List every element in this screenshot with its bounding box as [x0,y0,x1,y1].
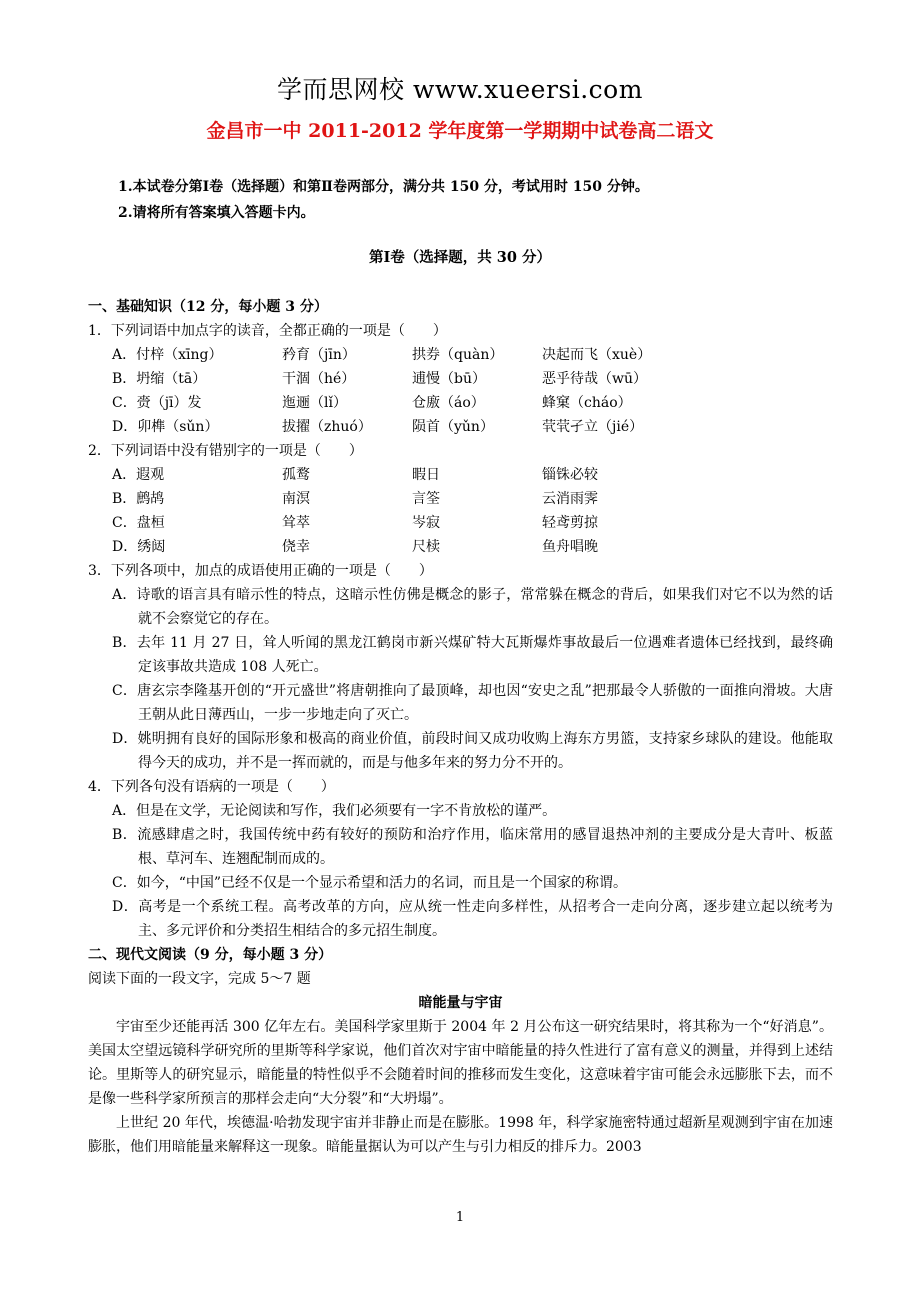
option-cell: 仓廒（áo） [412,395,485,411]
option-cell: 南溟 [282,491,310,507]
exam-title: 金昌市一中 2011-2012 学年度第一学期期中试卷高二语文 [206,120,714,142]
option-cell: C．盘桓 [112,515,165,531]
exam-notes [118,174,649,226]
option-cell: A．付梓（xīng） [112,347,223,363]
option-text: C．唐玄宗李隆基开创的“开元盛世”将唐朝推向了最顶峰，却也因“安史之乱”把那最令人骄傲的一面推向滑坡。大唐王朝从此日薄西山，一步一步地走向了灭亡。 [112,683,833,723]
q3-option-c [88,679,833,727]
option-cell: 逋慢（bū） [412,371,486,387]
option-text: D．姚明拥有良好的国际形象和极高的商业价值，前段时间又成功收购上海东方男篮，支持家乡球队的建设。他能取得今天的成功，并不是一挥而就的，而是与他多年来的努力分不开的。 [112,731,833,771]
option-cell: 鱼舟唱晚 [542,539,598,555]
article-paragraph: 上世纪 20 年代，埃德温·哈勃发现宇宙并非静止而是在膨胀。1998 年，科学家施密特通过超新星观测到宇宙在加速膨胀，他们用暗能量来解释这一现象。暗能量据认为可以产生与引力相反的排斥力。2003 [88,1115,833,1155]
option-cell: 拔擢（zhuó） [282,419,372,435]
q3-option-b [88,631,833,679]
q4-stem: 4．下列各句没有语病的一项是（ ） [88,779,335,795]
option-cell: 侥幸 [282,539,310,555]
q4-option-c [88,871,833,895]
site-header: 学而思网校 www.xueersi.com [277,75,643,104]
option-cell: A．遐观 [112,467,165,483]
option-cell: 云消雨霁 [542,491,598,507]
q2-option-c [88,511,833,535]
exam-content [88,295,833,1159]
option-cell: 暇日 [412,467,440,483]
volume-title: 第Ⅰ卷（选择题，共 30 分） [368,249,552,266]
q1-stem: 1．下列词语中加点字的读音，全都正确的一项是（ ） [88,323,447,339]
option-cell: 干涸（hé） [282,371,356,387]
option-cell: 茕茕孑立（jié） [542,419,644,435]
q4-option-b [88,823,833,871]
option-cell: D．卯榫（sǔn） [112,419,219,435]
q2-option-d [88,535,833,559]
q4-option-a [88,799,833,823]
option-text: A．诗歌的语言具有暗示性的特点，这暗示性仿佛是概念的影子，常常躲在概念的背后，如果我们对它不以为然的话就不会察觉它的存在。 [112,587,833,627]
option-cell: 陨首（yǔn） [412,419,494,435]
option-text: B．流感肆虐之时，我国传统中药有较好的预防和治疗作用，临床常用的感冒退热冲剂的主要成分是大青叶、板蓝根、草河车、连翘配制而成的。 [112,827,833,867]
option-cell: 恶乎待哉（wū） [542,371,647,387]
note-2: 2.请将所有答案填入答题卡内。 [118,205,315,221]
option-cell: B．坍缩（tā） [112,371,207,387]
q2-option-a [88,463,833,487]
option-cell: 迤逦（lǐ） [282,395,347,411]
option-text: D．高考是一个系统工程。高考改革的方向，应从统一性走向多样性，从招考合一走向分离，逐步建立起以统考为主、多元评价和分类招生相结合的多元招生制度。 [112,899,833,939]
option-cell: 言筌 [412,491,440,507]
option-cell: 拱券（quàn） [412,347,504,363]
option-cell: 岑寂 [412,515,440,531]
article-paragraph: 宇宙至少还能再活 300 亿年左右。美国科学家里斯于 2004 年 2 月公布这一研究结果时，将其称为一个“好消息”。美国太空望远镜科学研究所的里斯等科学家说，他们首次对宇宙中暗能量的持久性进行了富有意义的测量，并得到上述结论。里斯等人的研究显示，暗能量的特性似乎不会随着时间的推移而发生变化，这意味着宇宙可能会永远膨胀下去，而不是像一些科学家所预言的那样会走向“大分裂”和“大坍塌”。 [88,1019,833,1107]
option-cell: 矜育（jīn） [282,347,356,363]
q3-stem: 3．下列各项中，加点的成语使用正确的一项是（ ） [88,563,433,579]
option-cell: 尺椟 [412,539,440,555]
q1-option-a [88,343,833,367]
q1-option-b [88,367,833,391]
q2-stem: 2．下列词语中没有错别字的一项是（ ） [88,443,363,459]
option-cell: 孤鹜 [282,467,310,483]
option-cell: 决起而飞（xuè） [542,347,652,363]
q1-option-c [88,391,833,415]
reading-instruction: 阅读下面的一段文字，完成 5～7 题 [88,971,311,987]
page-number: 1 [455,1210,465,1225]
article-title: 暗能量与宇宙 [418,995,503,1011]
option-cell: 轻鸢剪掠 [542,515,598,531]
option-text: C．如今，“中国”已经不仅是一个显示希望和活力的名词，而且是一个国家的称谓。 [112,875,628,891]
section2-heading: 二、现代文阅读（9 分，每小题 3 分） [88,947,333,963]
section1-heading: 一、基础知识（12 分，每小题 3 分） [88,299,328,315]
option-text: B．去年 11 月 27 日，耸人听闻的黑龙江鹤岗市新兴煤矿特大瓦斯爆炸事故最后一位遇难者遗体已经找到，最终确定该事故共造成 108 人死亡。 [112,635,833,675]
option-cell: 耸萃 [282,515,310,531]
q2-option-b [88,487,833,511]
option-text: A．但是在文学，无论阅读和写作，我们必须要有一字不肯放松的谨严。 [112,803,557,819]
q3-option-d [88,727,833,775]
option-cell: B．鹧鸪 [112,491,165,507]
option-cell: D．绣闼 [112,539,166,555]
note-1: 1.本试卷分第Ⅰ卷（选择题）和第Ⅱ卷两部分，满分共 150 分，考试用时 150 分钟。 [118,179,649,195]
option-cell: C．赍（jī）发 [112,395,202,411]
q4-option-d [88,895,833,943]
option-cell: 锱铢必较 [542,467,598,483]
q1-option-d [88,415,833,439]
q3-option-a [88,583,833,631]
option-cell: 蜂窠（cháo） [542,395,632,411]
